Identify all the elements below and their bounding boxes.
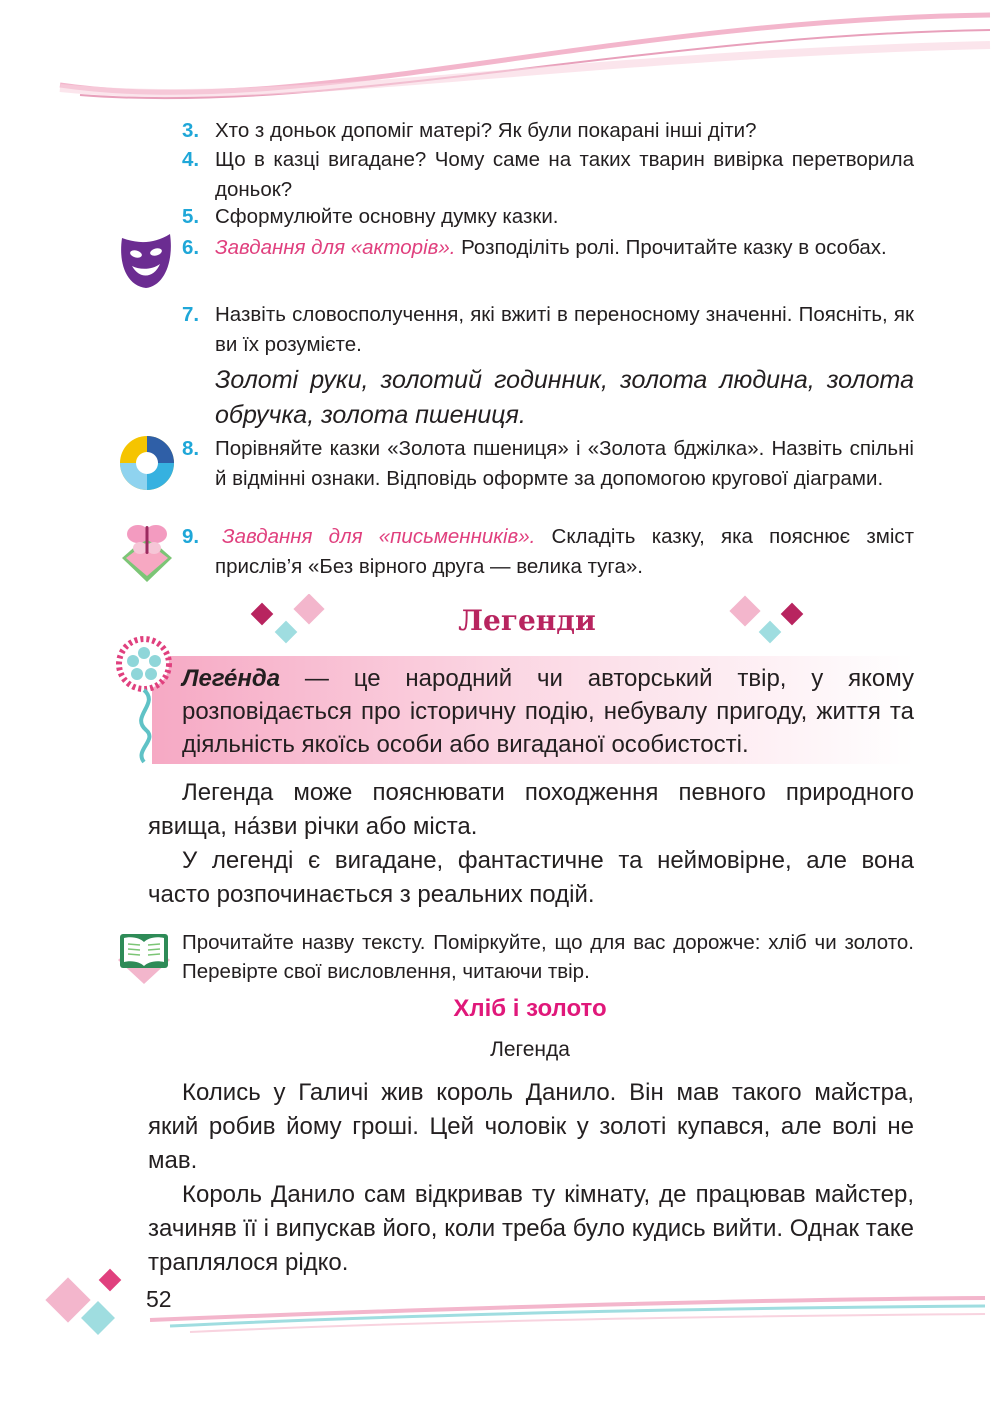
paragraph-text: У легенді є вигадане, фантастичне та неймовірне, але вона часто розпочинається з реальних подій. [148,847,914,908]
task-text: Сформулюйте основну думку казки. [215,205,559,228]
story-paragraph [148,1178,914,1280]
task-text: Назвіть словосполучення, які вжиті в переносному значенні. Поясніть, як ви їх розумієте. [215,303,914,356]
paragraph-text: Легенда може пояснювати походження певного природного явища, на́зви річки або міста. [148,779,914,840]
reading-task: Прочитайте назву тексту. Поміркуйте, що для вас дорожче: хліб чи золото. Перевірте свої висловлення, читаючи твір. [182,931,914,983]
paragraph-text: Король Данило сам відкривав ту кімнату, де працював майстер, зачиняв її і випускав його, коли треба було кудись вийти. Однак таке траплялося рідко. [148,1181,914,1276]
open-book-icon [114,924,174,986]
task-4 [182,145,914,204]
left-diamond-decoration [248,594,328,650]
phrases: Золоті руки, золотий годинник, золота людина, золота обручка, золота пшениця. [215,366,914,429]
page-corner-diamonds [40,1262,140,1346]
paragraph [148,776,914,844]
story-title: Хліб і золото [453,995,607,1022]
page-number: 52 [146,1286,172,1312]
paragraph [148,844,914,912]
task-7 [182,300,914,433]
definition-text: — це народний чи авторський твір, у якому розповідається про історичну подію, небувалу пригоду, життя та діяльність якоїсь особи або вигаданої особистості. [182,665,914,758]
task-number: 8. [182,437,200,460]
flower-pin-icon [112,634,176,764]
task-text: Порівняйте казки «Золота пшениця» і «Золота бджілка». Назвіть спільні й відмінні ознаки. Відповідь оформте за допомогою кругової діаграми. [215,437,914,490]
section-title: Легенди [458,604,596,637]
definition-term: Леге́нда [182,665,281,692]
task-label: Завдання для «акторів». [215,236,456,259]
task-5 [182,202,914,232]
story-subtitle: Легенда [490,1038,570,1061]
task-text: Розподіліть ролі. Прочитайте казку в особах. [461,236,887,259]
definition [182,662,914,761]
top-swoosh-decoration [0,0,992,110]
paragraph-text: Колись у Галичі жив король Данило. Він мав такого майстра, який робив йому гроші. Цей чоловік у золоті купався, але волі не мав. [148,1079,914,1174]
task-text: Що в казці вигадане? Чому саме на таких тварин вивірка перетворила доньок? [215,148,914,201]
task-8 [182,434,914,493]
task-label: Завдання для «письменників». [222,525,536,548]
task-3 [182,116,914,146]
task-9 [182,522,914,581]
task-number: 9. [182,525,200,548]
task-number: 6. [182,236,200,259]
task-number: 3. [182,119,200,142]
theatre-mask-icon [118,232,174,290]
story-paragraph [148,1076,914,1178]
task-number: 7. [182,303,200,326]
task-text: Хто з доньок допоміг матері? Як були покарані інші діти? [215,119,757,142]
butterfly-book-icon [116,518,178,584]
task-number: 4. [182,148,200,171]
task-number: 5. [182,205,200,228]
right-diamond-decoration [728,594,808,650]
task-text: Складіть казку, яка пояснює зміст прислів’я «Без вірного друга — велика туга». [215,525,915,578]
pie-chart-icon [118,434,176,492]
task-6 [182,233,914,263]
